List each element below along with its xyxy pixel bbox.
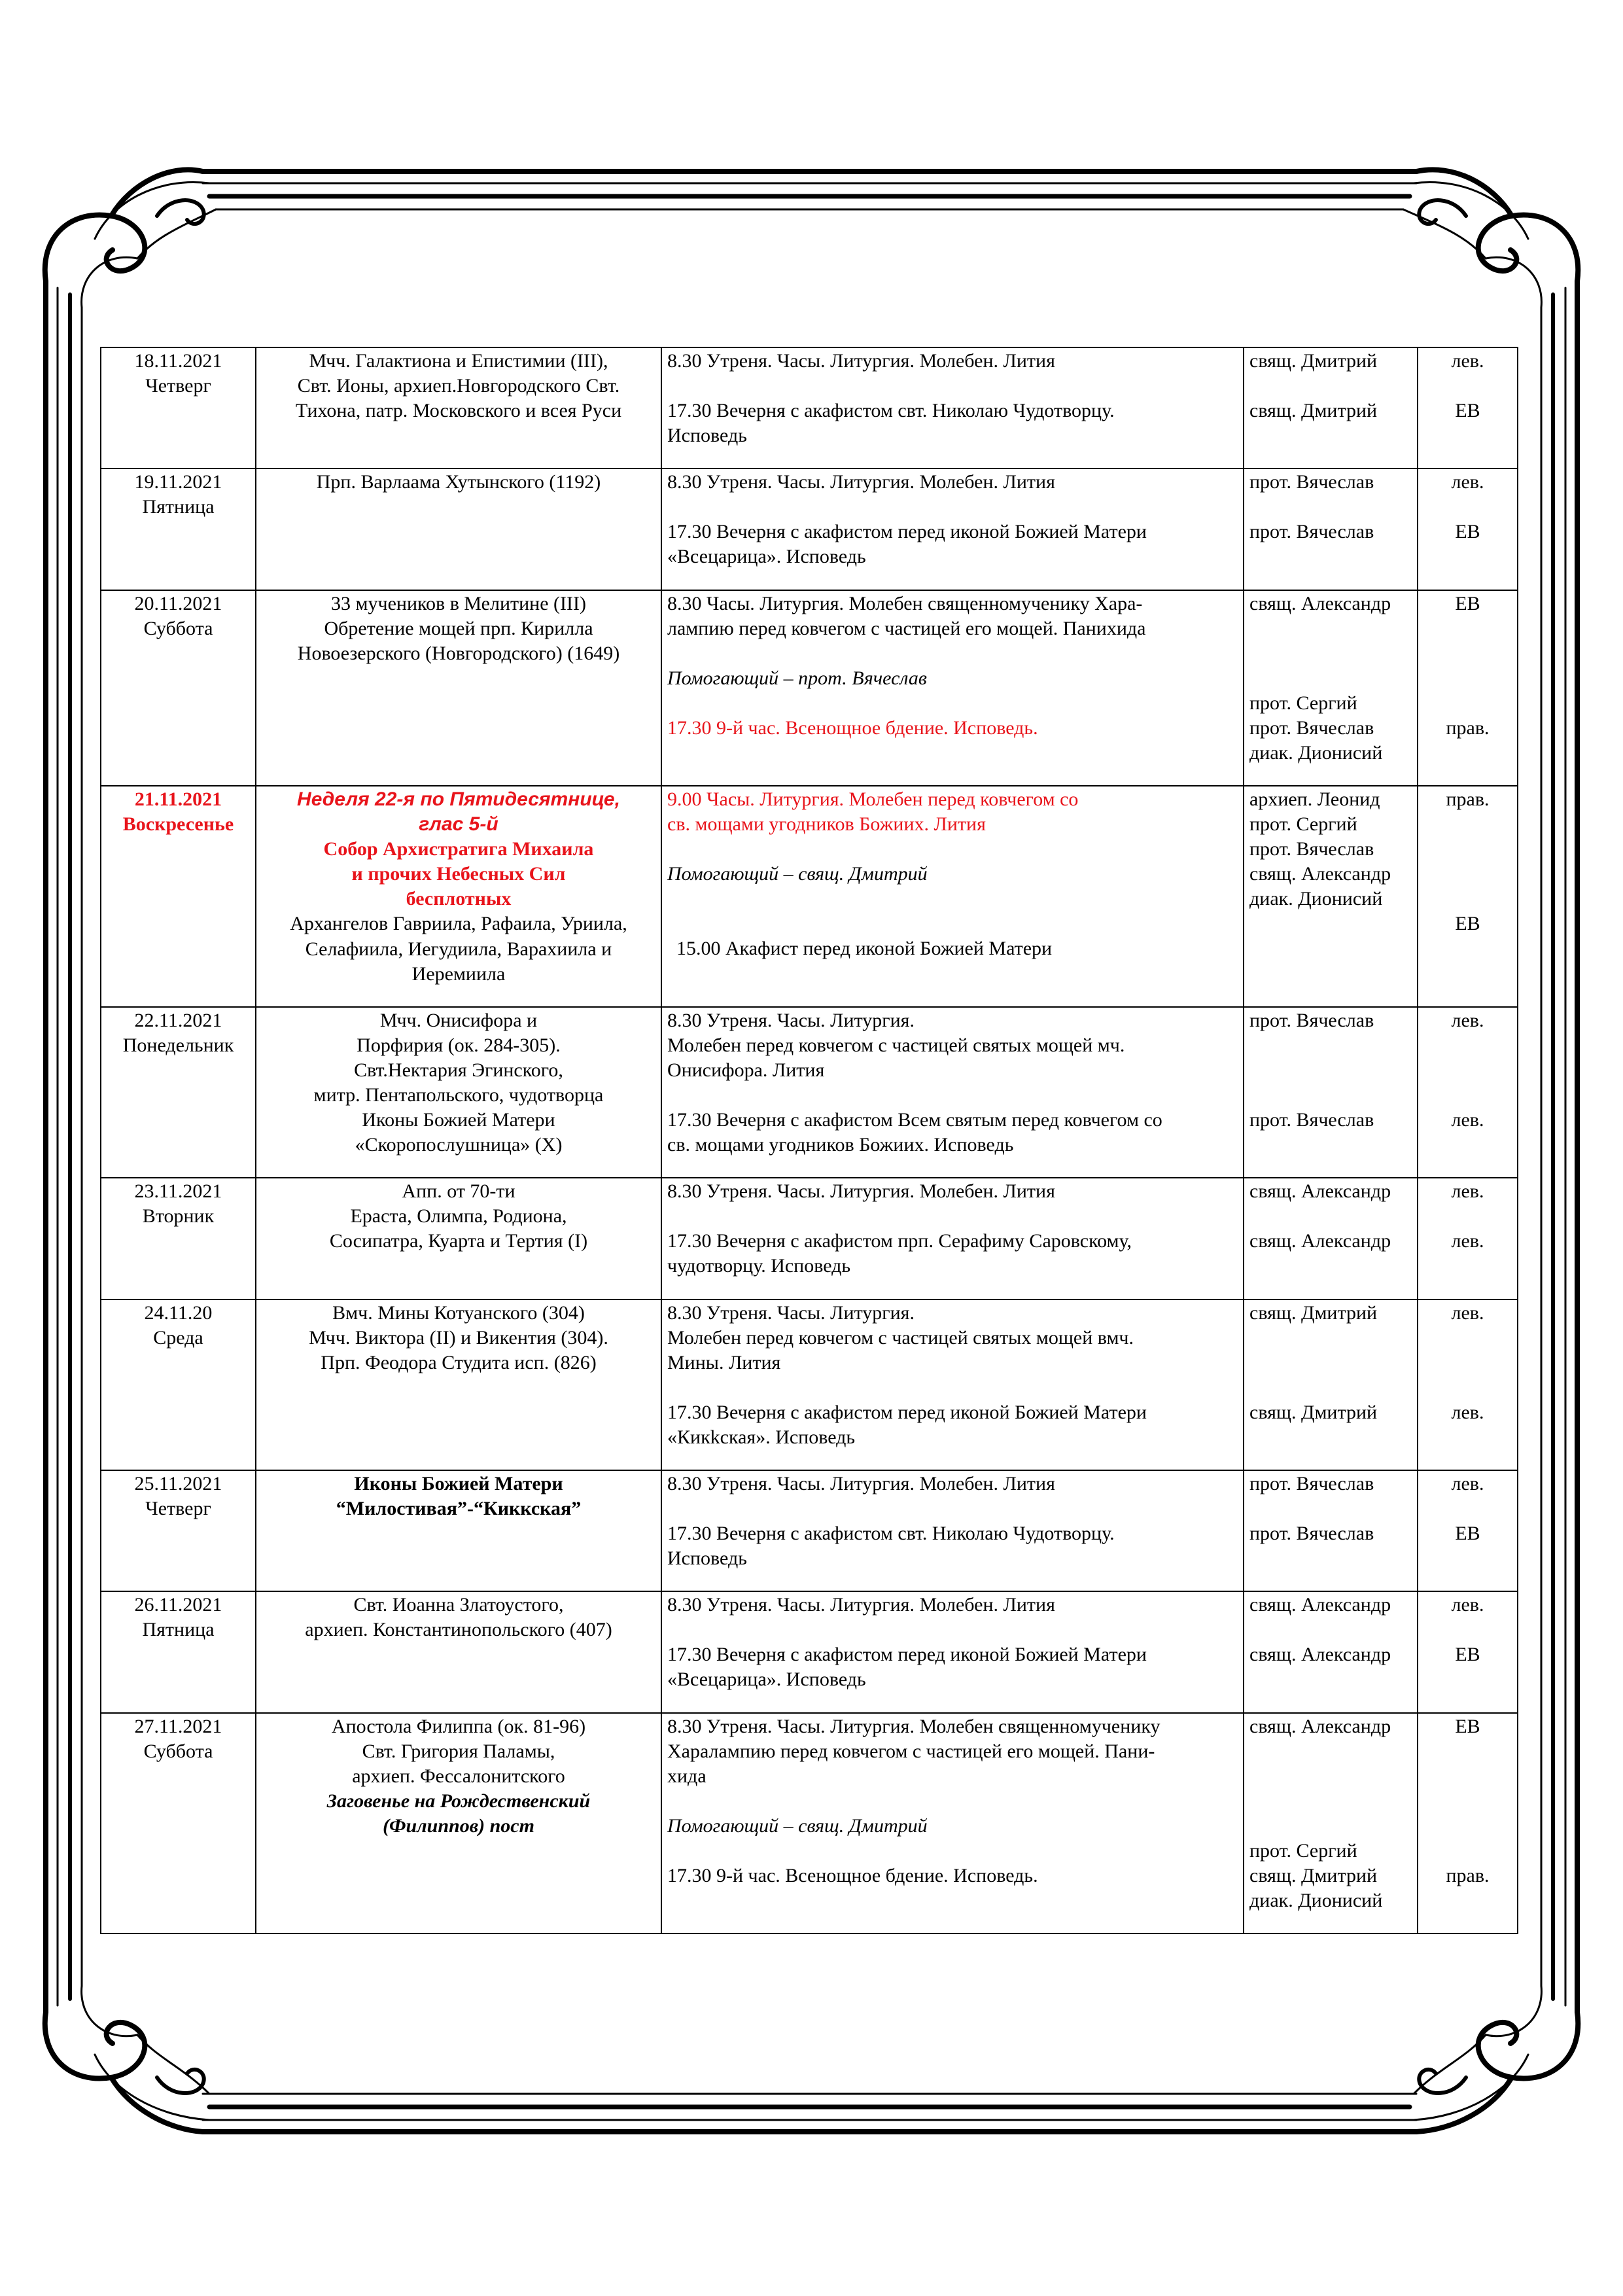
spacer [1249,1083,1412,1108]
spacer [1249,641,1412,666]
spacer [667,1789,1238,1814]
spacer [1423,1764,1512,1789]
choir-label: ЕВ [1455,1644,1480,1666]
date-cell [101,347,256,468]
service-line: 8.30 Утреня. Часы. Литургия. Молебен. Лития [667,1180,1055,1203]
service-line: св. мощами угодников Божиих. Лития [667,813,986,836]
commemoration-cell [256,786,661,1007]
schedule-table [100,347,1518,1934]
choir-cell [1418,1178,1518,1299]
service-line: 17.30 Вечерня с акафистом перед иконой Божией Матери [667,1644,1147,1666]
spacer [1249,1617,1412,1642]
saint-line: Мчч. Онисифора и [379,1009,538,1031]
spacer [1423,691,1512,716]
spacer [1423,1814,1512,1839]
services-cell [661,1470,1244,1591]
spacer [1423,887,1512,911]
clergy-name: прот. Вячеслав [1249,521,1374,543]
weekday-text: Четверг [145,1498,211,1520]
services-cell [661,786,1244,1007]
spacer [1423,862,1512,887]
clergy-cell [1244,590,1418,786]
service-line: чудотворцу. Исповедь [667,1255,851,1277]
clergy-name: свящ. Дмитрий [1249,1864,1378,1886]
clergy-name: прот. Вячеслав [1249,1108,1374,1131]
clergy-name: диак. Дионисий [1249,1889,1383,1911]
clergy-cell [1244,786,1418,1007]
date-text: 20.11.2021 [134,592,222,614]
spacer [1249,1789,1412,1814]
clergy-cell [1244,1713,1418,1934]
service-line: Мины. Лития [667,1351,781,1373]
service-line: Харалампию перед ковчегом с частицей его мощей. Пани- [667,1740,1155,1762]
fast-note: (Филиппов) пост [383,1814,534,1837]
saint-line: архиеп. Фессалонитского [352,1765,565,1787]
spacer [1423,1033,1512,1058]
choir-label: лев. [1451,1401,1484,1423]
services-cell [661,468,1244,590]
spacer [1423,1839,1512,1863]
spacer [667,641,1238,666]
choir-label: ЕВ [1455,1715,1480,1737]
date-text: 24.11.20 [144,1301,213,1324]
feast-title: глас 5-й [419,813,498,836]
commemoration-cell [256,590,661,786]
date-cell [101,1178,256,1299]
spacer [1423,1083,1512,1108]
spacer [1249,1204,1412,1229]
spacer [667,1375,1238,1400]
services-cell [661,1299,1244,1470]
schedule-row [101,590,1518,786]
date-cell [101,590,256,786]
saint-line: Порфирия (ок. 284-305). [357,1034,561,1056]
clergy-name: прот. Вячеслав [1249,1473,1374,1494]
saint-line: Вмч. Мины Котуанского (304) [332,1301,585,1324]
spacer [1249,495,1412,520]
service-line: Онисифора. Лития [667,1059,825,1081]
spacer [667,1496,1238,1521]
commemoration-cell [256,1713,661,1934]
choir-cell [1418,1713,1518,1934]
saint-line: Прп. Варлаама Хутынского (1192) [316,471,601,493]
spacer [1423,1617,1512,1642]
spacer [1423,495,1512,520]
commemoration-cell [256,347,661,468]
saint-line: Иконы Божией Матери [362,1109,555,1131]
date-cell [101,1713,256,1934]
clergy-cell [1244,347,1418,468]
clergy-name: прот. Вячеслав [1249,838,1374,860]
services-cell [661,1178,1244,1299]
clergy-name: прот. Вячеслав [1249,1009,1374,1031]
service-line: 17.30 Вечерня с акафистом свт. Николаю Чудотворцу. [667,1523,1115,1545]
saint-line: Свт.Нектария Эгинского, [354,1059,563,1081]
icon-feast: Иконы Божией Матери [354,1473,563,1494]
clergy-name: свящ. Александр [1249,1715,1391,1737]
assistant-note: Помогающий – свящ. Дмитрий [667,1814,928,1837]
spacer [1249,1033,1412,1058]
clergy-cell [1244,1178,1418,1299]
saint-line: Сосипатра, Куарта и Тертия (I) [329,1230,588,1252]
service-line: 17.30 Вечерня с акафистом свт. Николаю Чудотворцу. [667,400,1115,422]
choir-label: прав. [1446,716,1490,739]
saint-line: Ераста, Олимпа, Родиона, [350,1205,567,1227]
weekday-text: Вторник [142,1205,215,1227]
saint-line: Апп. от 70-ти [402,1180,515,1203]
date-cell [101,1007,256,1178]
saint-line: Свт. Ионы, архиеп.Новгородского Свт. [297,375,620,397]
choir-label: лев. [1451,1473,1484,1494]
spacer [1249,1814,1412,1839]
service-line: Исповедь [667,425,747,447]
clergy-cell [1244,1591,1418,1712]
date-text: 25.11.2021 [134,1473,222,1494]
saint-line: Свт. Григория Паламы, [362,1740,555,1762]
service-line: 8.30 Утреня. Часы. Литургия. Молебен священномученику [667,1715,1161,1737]
service-line: 17.30 Вечерня с акафистом перед иконой Божией Матери [667,521,1147,543]
spacer [667,837,1238,862]
spacer [1423,812,1512,837]
weekday-text: Суббота [143,1740,213,1762]
commemoration-cell [256,1178,661,1299]
schedule-row [101,1178,1518,1299]
choir-label: ЕВ [1455,521,1480,543]
saint-line: 33 мучеников в Мелитине (III) [331,592,586,614]
choir-label: лев. [1451,1594,1484,1616]
weekday-text: Пятница [142,496,215,518]
spacer [667,911,1238,936]
commemoration-cell [256,1591,661,1712]
spacer [1249,1764,1412,1789]
choir-label: лев. [1451,1301,1484,1324]
saint-line: «Скоропослушница» (X) [355,1134,563,1156]
clergy-name: свящ. Александр [1249,1180,1391,1203]
weekday-text: Понедельник [122,1034,234,1056]
assistant-note: Помогающий – свящ. Дмитрий [667,863,928,885]
spacer [1249,1496,1412,1521]
service-line: «Всецарица». Исповедь [667,546,866,568]
spacer [1423,1739,1512,1764]
services-cell [661,1007,1244,1178]
spacer [1249,616,1412,641]
spacer [1423,616,1512,641]
spacer [1423,641,1512,666]
service-line: 8.30 Утреня. Часы. Литургия. Молебен. Лития [667,1473,1055,1494]
spacer [667,495,1238,520]
clergy-name: прот. Сергий [1249,1839,1357,1862]
clergy-name: прот. Вячеслав [1249,471,1374,493]
spacer [1249,1375,1412,1400]
service-line: Молебен перед ковчегом с частицей святых мощей вмч. [667,1326,1134,1349]
choir-cell [1418,468,1518,590]
spacer [1249,1326,1412,1351]
saint-line: Апостола Филиппа (ок. 81-96) [331,1715,586,1737]
spacer [667,887,1238,911]
clergy-name: свящ. Александр [1249,1230,1391,1252]
date-text: 18.11.2021 [134,350,222,372]
spacer [1423,666,1512,691]
service-line: 8.30 Утреня. Часы. Литургия. [667,1301,915,1324]
saint-line: Мчч. Галактиона и Епистимии (III), [309,350,608,372]
service-line: 8.30 Утреня. Часы. Литургия. [667,1009,915,1031]
saint-line: Новоезерского (Новгородского) (1649) [297,642,620,664]
spacer [667,1083,1238,1108]
date-text: 26.11.2021 [134,1594,222,1616]
spacer [667,691,1238,716]
choir-cell [1418,786,1518,1007]
date-cell [101,1591,256,1712]
choir-label: лев. [1451,1009,1484,1031]
service-line: 8.30 Утреня. Часы. Литургия. Молебен. Лития [667,471,1055,493]
service-line: 17.30 Вечерня с акафистом прп. Серафиму Саровскому, [667,1230,1132,1252]
clergy-name: прот. Вячеслав [1249,1523,1374,1545]
weekday-text: Воскресенье [122,813,234,836]
saint-line: архиеп. Константинопольского (407) [305,1619,612,1641]
service-line: «Кикkская». Исповедь [667,1426,856,1448]
choir-label: ЕВ [1455,400,1480,422]
clergy-name: свящ. Александр [1249,863,1391,885]
clergy-name: архиеп. Леонид [1249,788,1380,810]
saint-line: Прп. Феодора Студита исп. (826) [321,1351,597,1373]
commemoration-cell [256,1470,661,1591]
feast-subtitle: бесплотных [406,888,512,910]
saint-line: Обретение мощей прп. Кирилла [324,617,593,639]
assistant-note: Помогающий – прот. Вячеслав [667,667,927,689]
date-text: 21.11.2021 [134,788,222,810]
services-cell [661,1713,1244,1934]
choir-label: ЕВ [1455,592,1480,614]
schedule-row [101,468,1518,590]
service-line: хида [667,1765,707,1787]
schedule-row [101,1470,1518,1591]
clergy-name: свящ. Дмитрий [1249,1301,1378,1324]
spacer [1423,374,1512,398]
choir-cell [1418,590,1518,786]
service-line: св. мощами угодников Божиих. Исповедь [667,1134,1014,1156]
clergy-name: прот. Сергий [1249,692,1357,714]
choir-cell [1418,1470,1518,1591]
spacer [1423,1326,1512,1351]
commemoration-cell [256,468,661,590]
service-line: 15.00 Акафист перед иконой Божией Матери [676,938,1053,960]
spacer [1423,1789,1512,1814]
clergy-name: диак. Дионисий [1249,888,1383,910]
choir-label: ЕВ [1455,1523,1480,1545]
spacer [667,1839,1238,1863]
weekday-text: Пятница [142,1619,215,1641]
clergy-name: диак. Дионисий [1249,741,1383,764]
clergy-cell [1244,1007,1418,1178]
saint-line: Свт. Иоанна Златоустого, [353,1594,564,1616]
spacer [667,374,1238,398]
clergy-name: свящ. Александр [1249,1594,1391,1616]
spacer [1423,1496,1512,1521]
icon-feast: “Милостивая”-“Киккская” [336,1498,582,1520]
clergy-name: прот. Вячеслав [1249,716,1374,739]
choir-label: лев. [1451,350,1484,372]
commemoration-cell [256,1007,661,1178]
spacer [1249,666,1412,691]
date-cell [101,468,256,590]
choir-label: прав. [1446,788,1490,810]
service-line: 9.00 Часы. Литургия. Молебен перед ковчегом со [667,788,1079,810]
choir-label: лев. [1451,1230,1484,1252]
spacer [1249,1739,1412,1764]
schedule-row [101,1591,1518,1712]
spacer [1249,1058,1412,1083]
spacer [667,1204,1238,1229]
spacer [1423,1204,1512,1229]
services-cell [661,590,1244,786]
spacer [1423,837,1512,862]
saint-line: Архангелов Гавриила, Рафаила, Уриила, [290,913,627,935]
choir-cell [1418,1007,1518,1178]
weekday-text: Суббота [143,617,213,639]
date-text: 23.11.2021 [134,1180,222,1203]
fast-note: Заговенье на Рождественский [326,1790,591,1812]
saint-line: митр. Пентапольского, чудотворца [313,1084,604,1106]
choir-cell [1418,1591,1518,1712]
schedule-row [101,1713,1518,1934]
service-line: 17.30 Вечерня с акафистом перед иконой Божией Матери [667,1401,1147,1423]
date-text: 22.11.2021 [134,1009,222,1031]
services-cell [661,1591,1244,1712]
clergy-cell [1244,1470,1418,1591]
service-line: 8.30 Часы. Литургия. Молебен священномученику Хара- [667,592,1143,614]
clergy-name: свящ. Дмитрий [1249,1401,1378,1423]
service-line: лампию перед ковчегом с частицей его мощей. Панихида [667,617,1146,639]
commemoration-cell [256,1299,661,1470]
date-cell [101,786,256,1007]
choir-label: лев. [1451,1108,1484,1131]
feast-subtitle: Собор Архистратига Михаила [323,838,594,860]
date-text: 27.11.2021 [134,1715,222,1737]
schedule-row [101,1007,1518,1178]
clergy-name: прот. Сергий [1249,813,1357,836]
spacer [1423,1351,1512,1375]
schedule-row [101,347,1518,468]
clergy-cell [1244,468,1418,590]
date-cell [101,1299,256,1470]
weekday-text: Среда [153,1326,203,1349]
choir-cell [1418,1299,1518,1470]
clergy-name: свящ. Дмитрий [1249,400,1378,422]
date-cell [101,1470,256,1591]
spacer [1249,374,1412,398]
clergy-cell [1244,1299,1418,1470]
service-line: 17.30 9-й час. Всенощное бдение. Исповедь. [667,716,1038,739]
service-line: 8.30 Утреня. Часы. Литургия. Молебен. Лития [667,1594,1055,1616]
feast-title: Неделя 22-я по Пятидесятнице, [297,788,620,810]
service-line: 17.30 9-й час. Всенощное бдение. Исповедь. [667,1864,1038,1886]
service-line: 17.30 Вечерня с акафистом Всем святым перед ковчегом со [667,1108,1162,1131]
spacer [1249,1351,1412,1375]
feast-subtitle: и прочих Небесных Сил [351,863,566,885]
saint-line: Мчч. Виктора (II) и Викентия (304). [309,1326,608,1349]
spacer [667,1617,1238,1642]
schedule-body [101,347,1518,1934]
choir-label: прав. [1446,1864,1490,1886]
service-line: «Всецарица». Исповедь [667,1669,866,1691]
clergy-name: свящ. Дмитрий [1249,350,1378,372]
services-cell [661,347,1244,468]
saint-line: Селафиила, Иегудиила, Варахиила и [305,938,612,960]
schedule-row [101,786,1518,1007]
choir-label: лев. [1451,471,1484,493]
choir-label: ЕВ [1455,913,1480,935]
service-line: Исповедь [667,1547,747,1570]
choir-label: лев. [1451,1180,1484,1203]
weekday-text: Четверг [145,375,211,397]
clergy-name: свящ. Александр [1249,1644,1391,1666]
choir-cell [1418,347,1518,468]
clergy-name: свящ. Александр [1249,592,1391,614]
spacer [1423,1375,1512,1400]
service-line: 8.30 Утреня. Часы. Литургия. Молебен. Лития [667,350,1055,372]
spacer [1423,1058,1512,1083]
service-line: Молебен перед ковчегом с частицей святых мощей мч. [667,1034,1125,1056]
saint-line: Иеремиила [411,963,506,985]
date-text: 19.11.2021 [134,471,222,493]
schedule-row [101,1299,1518,1470]
saint-line: Тихона, патр. Московского и всея Руси [295,400,622,422]
